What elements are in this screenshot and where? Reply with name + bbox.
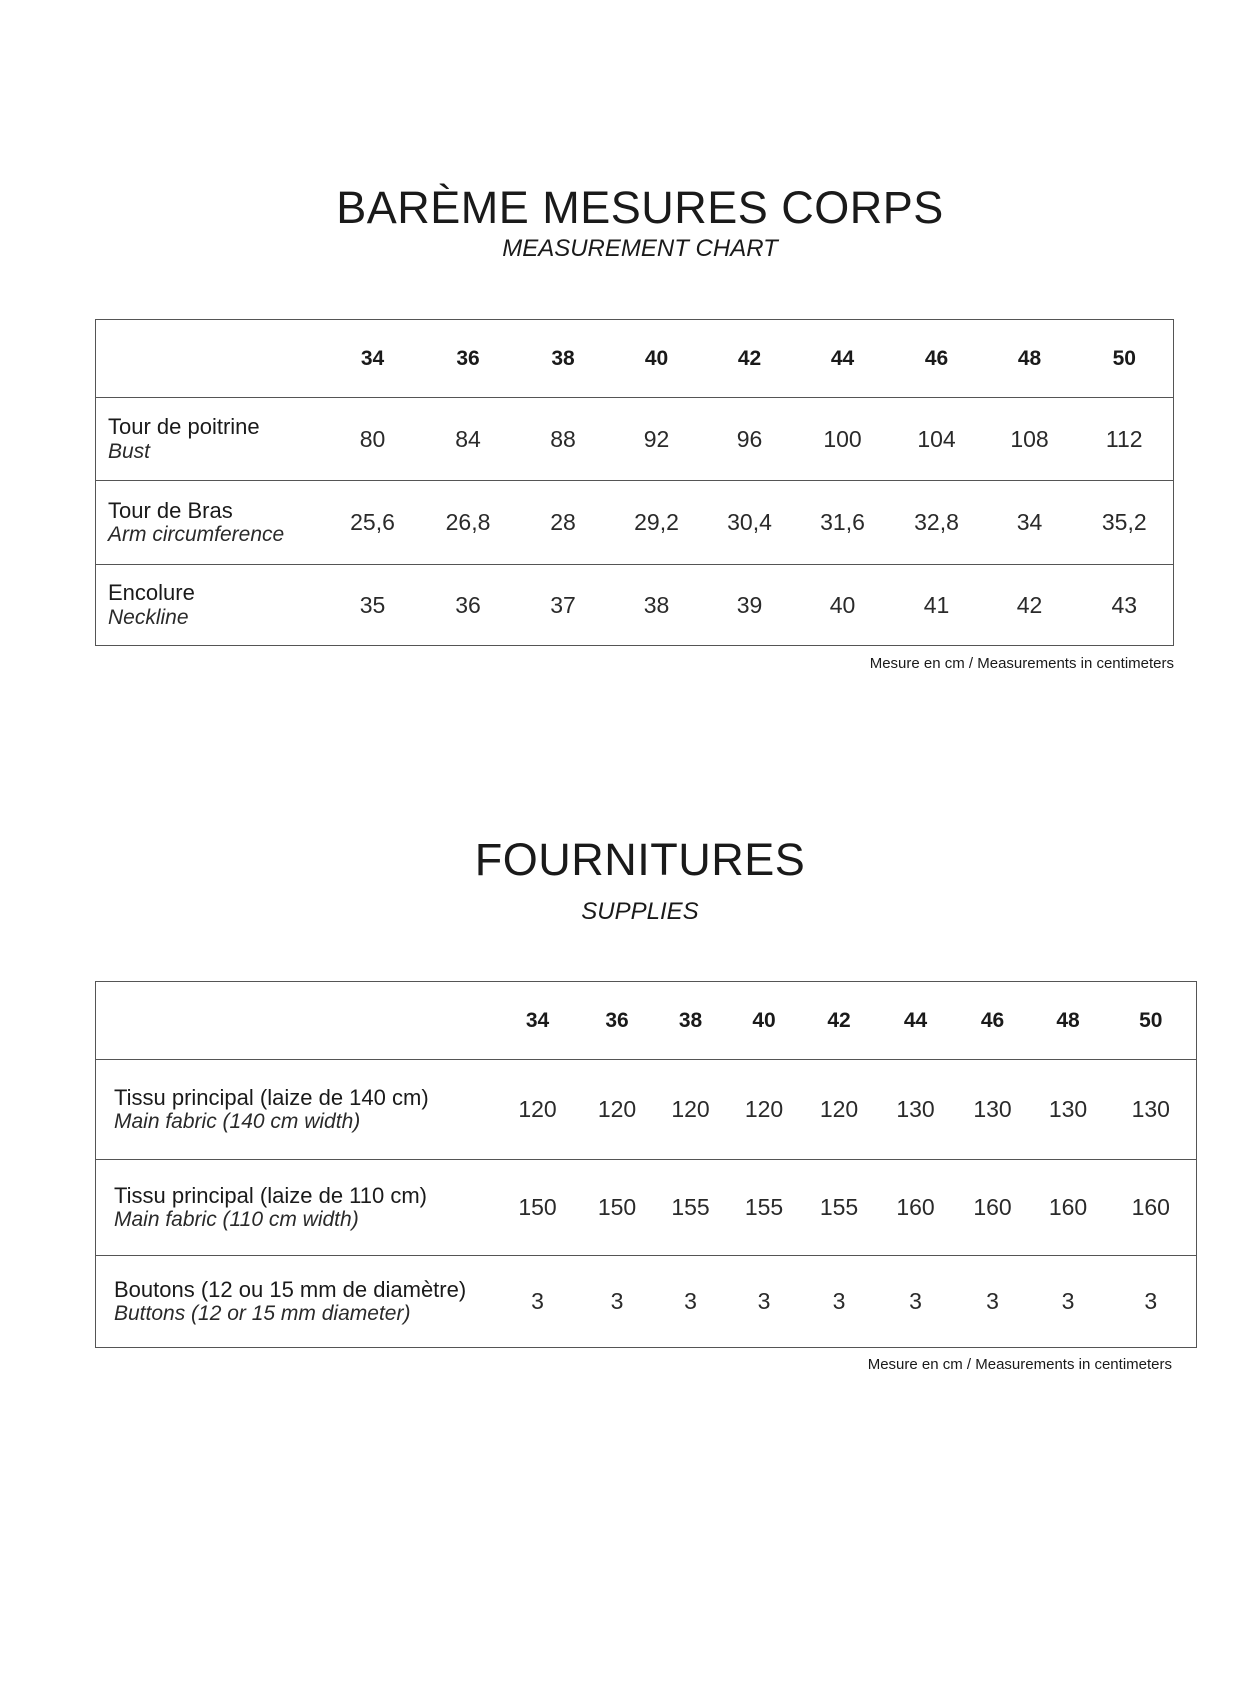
- table-cell: 160: [1031, 1160, 1106, 1256]
- row-label: [96, 1060, 496, 1160]
- size-header: 40: [610, 320, 704, 398]
- row-label: [96, 398, 326, 481]
- row-label-fr: Tissu principal (laize de 140 cm): [114, 1084, 429, 1110]
- supplies-note: Mesure en cm / Measurements in centimeters: [867, 1356, 1172, 1373]
- table-cell: 120: [655, 1060, 727, 1160]
- size-header: 34: [326, 320, 420, 398]
- table-cell: 26,8: [420, 481, 517, 565]
- row-label-fr: Tour de Bras: [108, 497, 233, 523]
- table-cell: 3: [610, 1288, 624, 1314]
- table-cell: 96: [704, 398, 796, 481]
- table-cell: 84: [420, 398, 517, 481]
- size-header: 44: [877, 982, 955, 1060]
- table-cell: 160: [877, 1160, 955, 1256]
- table-cell: 130: [1031, 1060, 1106, 1160]
- supplies-row-fabric-140: [96, 1060, 1197, 1160]
- measurement-header-row: [96, 320, 1174, 398]
- row-label: [96, 1256, 496, 1348]
- size-header: 36: [580, 982, 655, 1060]
- table-cell: 42: [1016, 591, 1043, 618]
- supplies-title: FOURNITURES: [474, 834, 806, 885]
- table-cell: 150: [580, 1160, 655, 1256]
- supplies-table: [95, 981, 1197, 1348]
- size-header: 34: [496, 982, 580, 1060]
- measurement-note: Mesure en cm / Measurements in centimeters: [869, 655, 1174, 672]
- table-cell: 29,2: [610, 481, 704, 565]
- size-header: 48: [984, 320, 1076, 398]
- row-label: [96, 481, 326, 565]
- table-cell: 37: [550, 591, 576, 618]
- supplies-row-fabric-110: [96, 1160, 1197, 1256]
- row-label-en: Main fabric (110 cm width): [114, 1208, 359, 1232]
- table-cell: 34: [984, 481, 1076, 565]
- measurement-header-blank: [96, 320, 326, 398]
- size-header: 38: [655, 982, 727, 1060]
- supplies-subtitle: SUPPLIES: [581, 898, 699, 925]
- table-cell: 92: [610, 398, 704, 481]
- table-cell: 160: [955, 1160, 1031, 1256]
- row-label-fr: Encolure: [108, 580, 195, 606]
- measurement-title: BARÈME MESURES CORPS: [336, 182, 944, 233]
- table-cell: 3: [684, 1288, 697, 1314]
- table-cell: 3: [986, 1288, 999, 1314]
- row-label-en: Bust: [108, 439, 151, 463]
- table-cell: 155: [727, 1160, 802, 1256]
- size-header: 46: [890, 320, 984, 398]
- size-header: 46: [955, 982, 1031, 1060]
- table-cell: 88: [517, 398, 610, 481]
- supplies-header-row: [96, 982, 1197, 1060]
- table-cell: 3: [909, 1288, 922, 1314]
- table-cell: 40: [829, 591, 856, 618]
- table-cell: 43: [1111, 591, 1138, 618]
- supplies-row-buttons: [96, 1256, 1197, 1348]
- size-header: 48: [1031, 982, 1106, 1060]
- table-cell: 120: [802, 1060, 877, 1160]
- table-cell: 3: [757, 1288, 771, 1314]
- size-header: 36: [420, 320, 517, 398]
- table-cell: 35: [359, 591, 386, 618]
- table-cell: 155: [802, 1160, 877, 1256]
- row-label-en: Buttons (12 or 15 mm diameter): [114, 1302, 411, 1326]
- table-cell: 108: [984, 398, 1076, 481]
- table-cell: 120: [580, 1060, 655, 1160]
- size-header: 42: [704, 320, 796, 398]
- size-header: 44: [796, 320, 890, 398]
- measurement-row-bust: [96, 398, 1174, 481]
- table-cell: 112: [1076, 398, 1174, 481]
- row-label-en: Neckline: [108, 605, 189, 629]
- measurement-subtitle: MEASUREMENT CHART: [502, 235, 778, 262]
- measurement-row-neckline: [96, 565, 1174, 646]
- table-cell: 28: [517, 481, 610, 565]
- table-cell: 36: [455, 591, 481, 618]
- table-cell: 39: [736, 591, 763, 618]
- table-cell: 3: [832, 1288, 846, 1314]
- table-cell: 155: [655, 1160, 727, 1256]
- measurement-table: [95, 319, 1174, 646]
- table-cell: 160: [1106, 1160, 1197, 1256]
- row-label-en: Arm circumference: [108, 523, 285, 547]
- table-cell: 130: [877, 1060, 955, 1160]
- measurement-row-arm: [96, 481, 1174, 565]
- table-cell: 30,4: [704, 481, 796, 565]
- table-cell: 3: [531, 1288, 544, 1314]
- table-cell: 150: [496, 1160, 580, 1256]
- size-header: 42: [802, 982, 877, 1060]
- table-cell: 41: [923, 591, 950, 618]
- table-cell: 120: [496, 1060, 580, 1160]
- table-cell: 3: [1061, 1288, 1075, 1314]
- row-label: [96, 1160, 496, 1256]
- size-header: 50: [1076, 320, 1174, 398]
- table-cell: 31,6: [796, 481, 890, 565]
- row-label-fr: Tour de poitrine: [108, 414, 260, 440]
- table-cell: 3: [1144, 1288, 1158, 1314]
- size-header: 40: [727, 982, 802, 1060]
- row-label-fr: Tissu principal (laize de 110 cm): [114, 1182, 428, 1208]
- table-cell: 130: [955, 1060, 1031, 1160]
- size-header: 38: [517, 320, 610, 398]
- row-label-en: Main fabric (140 cm width): [114, 1110, 361, 1134]
- size-header: 50: [1106, 982, 1197, 1060]
- row-label: [96, 565, 326, 646]
- table-cell: 120: [727, 1060, 802, 1160]
- row-label-fr: Boutons (12 ou 15 mm de diamètre): [114, 1276, 467, 1302]
- supplies-header-blank: [96, 982, 496, 1060]
- table-cell: 35,2: [1076, 481, 1174, 565]
- table-cell: 130: [1106, 1060, 1197, 1160]
- table-cell: 32,8: [890, 481, 984, 565]
- table-cell: 104: [890, 398, 984, 481]
- table-cell: 100: [796, 398, 890, 481]
- table-cell: 38: [643, 591, 670, 618]
- table-cell: 80: [326, 398, 420, 481]
- table-cell: 25,6: [326, 481, 420, 565]
